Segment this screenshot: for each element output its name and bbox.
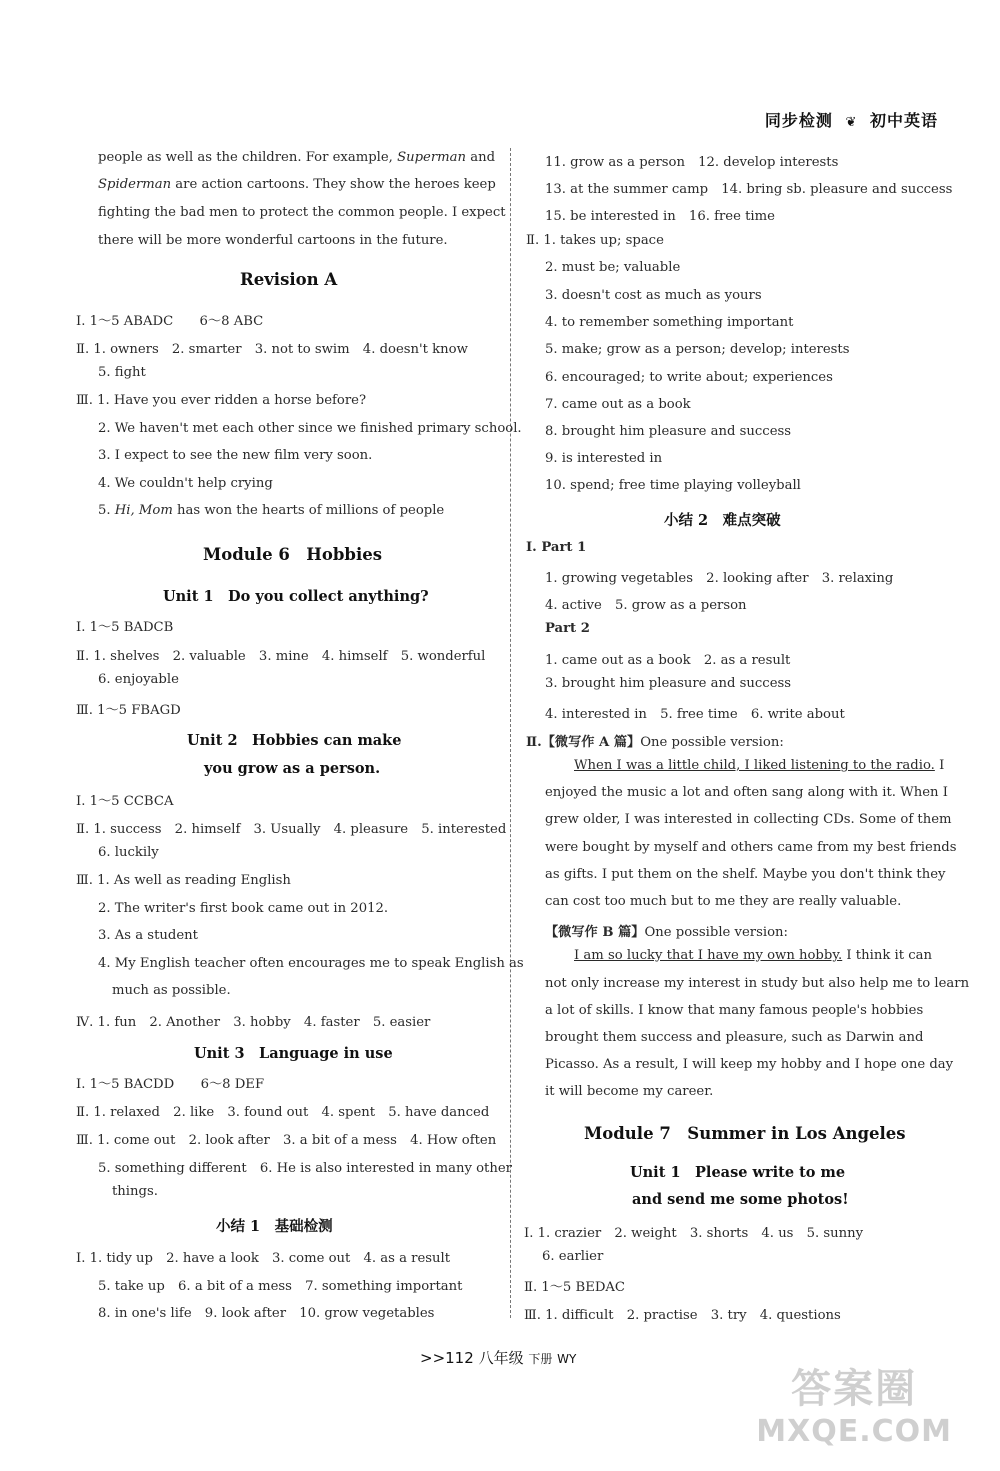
writing-a-cont: I [939, 758, 945, 773]
header-subject: 初中英语 [869, 111, 938, 130]
module6-title: Module 6 Hobbies [203, 545, 383, 564]
italic-hi-mom: Hi, Mom [114, 503, 173, 518]
ii-line: 2. must be; valuable [545, 260, 681, 275]
footer-volume: 下册 [528, 1352, 553, 1366]
s2-line: 1. came out as a book 2. as a result [545, 653, 791, 668]
writing-b-line: not only increase my interest in study but also help me to learn [545, 976, 970, 991]
rev-line: 4. We couldn't help crying [98, 476, 273, 491]
writing-b-line: brought them success and pleasure, such as Darwin and [545, 1030, 924, 1045]
intro-line-1: people as well as the children. For example, Superman and [98, 150, 496, 165]
ii-line: 3. doesn't cost as much as yours [545, 288, 762, 303]
u2-line: 2. The writer's first book came out in 2012. [98, 901, 389, 916]
unit2-title-1: Unit 2 Hobbies can make [187, 732, 402, 749]
revision-title: Revision A [240, 270, 338, 289]
s2-line: 4. active 5. grow as a person [545, 598, 747, 613]
writing-b-cont: I think it can [842, 948, 932, 963]
s1-cont-line: 15. be interested in 16. free time [545, 209, 775, 224]
ii-line: 6. encouraged; to write about; experiences [545, 370, 833, 385]
s1-line: 8. in one's life 9. look after 10. grow vegetables [98, 1306, 435, 1321]
rev-line: 2. We haven't met each other since we finished primary school. [98, 421, 522, 436]
ii-line: 4. to remember something important [545, 315, 794, 330]
header-series: 同步检测 [764, 111, 833, 130]
u1-line: Ⅱ. 1. shelves 2. valuable 3. mine 4. himself 5. wonderful [76, 649, 486, 664]
rev-line: Ⅱ. 1. owners 2. smarter 3. not to swim 4. doesn't know [76, 342, 468, 357]
u1-line: Ⅰ. 1～5 BADCB [76, 620, 174, 635]
footer-arrows: >> [420, 1349, 446, 1367]
unit2-title-2: you grow as a person. [204, 760, 381, 777]
writing-b-note: One possible version: [644, 925, 788, 940]
unit3-title: Unit 3 Language in use [194, 1045, 393, 1062]
ii-line: 5. make; grow as a person; develop; interests [545, 342, 850, 357]
writing-b-tag: 【微写作 B 篇】 [545, 925, 645, 940]
writing-a-topic-sentence: When I was a little child, I liked listening to the radio. [574, 758, 935, 773]
writing-a-line: can cost too much but to me they are really valuable. [545, 894, 902, 909]
watermark-logo [756, 1357, 952, 1449]
module7-title: Module 7 Summer in Los Angeles [584, 1124, 906, 1143]
m7-line: Ⅰ. 1. crazier 2. weight 3. shorts 4. us 5. sunny [524, 1226, 864, 1241]
s1-line: 5. take up 6. a bit of a mess 7. something important [98, 1279, 463, 1294]
s1-line: Ⅰ. 1. tidy up 2. have a look 3. come out 4. as a result [76, 1251, 451, 1266]
ii-line: Ⅱ. 1. takes up; space [526, 233, 664, 248]
s2-line: 4. interested in 5. free time 6. write about [545, 707, 845, 722]
u2-line: Ⅱ. 1. success 2. himself 3. Usually 4. pleasure 5. interested [76, 822, 507, 837]
u3-line: things. [112, 1184, 158, 1199]
part2-label: Part 2 [545, 621, 590, 636]
u3-line: Ⅰ. 1～5 BACDD 6～8 DEF [76, 1077, 265, 1092]
u2-line: 6. luckily [98, 845, 159, 860]
m7-line: Ⅱ. 1～5 BEDAC [524, 1280, 626, 1295]
writing-a-line: enjoyed the music a lot and often sang along with it. When I [545, 785, 948, 800]
writing-a-line: were bought by myself and others came from my best friends [545, 840, 957, 855]
rev-num: 5. [98, 503, 115, 518]
column-divider [510, 148, 511, 1318]
page-number: 112 [445, 1349, 474, 1367]
u2-line: much as possible. [112, 983, 231, 998]
watermark-line-2: MXQE.COM [756, 1414, 952, 1449]
watermark-line-1: 答案圈 [791, 1366, 918, 1412]
rev-rest: has won the hearts of millions of people [172, 503, 445, 518]
u2-line: Ⅳ. 1. fun 2. Another 3. hobby 4. faster 5. easier [76, 1015, 431, 1030]
intro-line-3: fighting the bad men to protect the common people. I expect [98, 205, 506, 220]
u2-line: Ⅰ. 1～5 CCBCA [76, 794, 174, 809]
rev-line: Ⅲ. 1. Have you ever ridden a horse before? [76, 393, 367, 408]
rev-line: Ⅰ. 1～5 ABADC 6～8 ABC [76, 314, 264, 329]
writing-b-line: a lot of skills. I know that many famous people's hobbies [545, 1003, 924, 1018]
writing-b-line: it will become my career. [545, 1084, 714, 1099]
intro-line-2: Spiderman are action cartoons. They show the heroes keep [98, 177, 496, 192]
summary1-title: 小结 1 基础检测 [216, 1218, 333, 1235]
page-footer [420, 1347, 576, 1368]
footer-edition: WY [557, 1352, 577, 1366]
italic-spiderman: Spiderman [98, 177, 172, 192]
u3-line: Ⅲ. 1. come out 2. look after 3. a bit of a mess 4. How often [76, 1133, 497, 1148]
unit1-title: Unit 1 Do you collect anything? [163, 588, 429, 605]
writing-a-first-line [574, 758, 944, 773]
s2-line: 1. growing vegetables 2. looking after 3. relaxing [545, 571, 894, 586]
writing-a-line: as gifts. I put them on the shelf. Maybe you don't think they [545, 867, 946, 882]
writing-b-first-line [574, 948, 932, 963]
italic-superman: Superman [397, 150, 467, 165]
ii-line: 8. brought him pleasure and success [545, 424, 792, 439]
u2-line: 3. As a student [98, 928, 198, 943]
writing-a-heading [526, 731, 784, 750]
writing-b-heading [545, 921, 788, 940]
u2-line: Ⅲ. 1. As well as reading English [76, 873, 291, 888]
u1-line: 6. enjoyable [98, 672, 179, 687]
s1-cont-line: 11. grow as a person 12. develop interests [545, 155, 839, 170]
writing-a-tag: Ⅱ.【微写作 A 篇】 [526, 735, 641, 750]
u3-line: Ⅱ. 1. relaxed 2. like 3. found out 4. spent 5. have danced [76, 1105, 490, 1120]
s1-cont-line: 13. at the summer camp 14. bring sb. pleasure and success [545, 182, 953, 197]
writing-a-line: grew older, I was interested in collecting CDs. Some of them [545, 812, 952, 827]
page-header [765, 108, 938, 131]
part1-label: Ⅰ. Part 1 [526, 540, 587, 555]
writing-b-topic-sentence: I am so lucky that I have my own hobby. [574, 948, 843, 963]
m7-line: 6. earlier [542, 1249, 604, 1264]
writing-b-line: Picasso. As a result, I will keep my hobby and I hope one day [545, 1057, 954, 1072]
writing-a-note: One possible version: [640, 735, 784, 750]
m7-unit1-title-1: Unit 1 Please write to me [630, 1164, 846, 1181]
m7-unit1-title-2: and send me some photos! [632, 1191, 849, 1208]
s2-line: 3. brought him pleasure and success [545, 676, 792, 691]
rev-line: 3. I expect to see the new film very soon. [98, 448, 373, 463]
summary2-title: 小结 2 难点突破 [664, 512, 781, 529]
m7-line: Ⅲ. 1. difficult 2. practise 3. try 4. questions [524, 1308, 841, 1323]
u2-line: 4. My English teacher often encourages me to speak English as [98, 956, 524, 971]
footer-grade: 八年级 [478, 1349, 524, 1367]
rev-line [98, 503, 444, 518]
u3-line: 5. something different 6. He is also interested in many other [98, 1161, 512, 1176]
rev-line: 5. fight [98, 365, 146, 380]
ii-line: 7. came out as a book [545, 397, 691, 412]
ii-line: 10. spend; free time playing volleyball [545, 478, 801, 493]
ii-line: 9. is interested in [545, 451, 663, 466]
u1-line: Ⅲ. 1～5 FBAGD [76, 703, 181, 718]
leaf-ornament-icon: ❦ [845, 115, 858, 130]
intro-line-4: there will be more wonderful cartoons in the future. [98, 233, 448, 248]
